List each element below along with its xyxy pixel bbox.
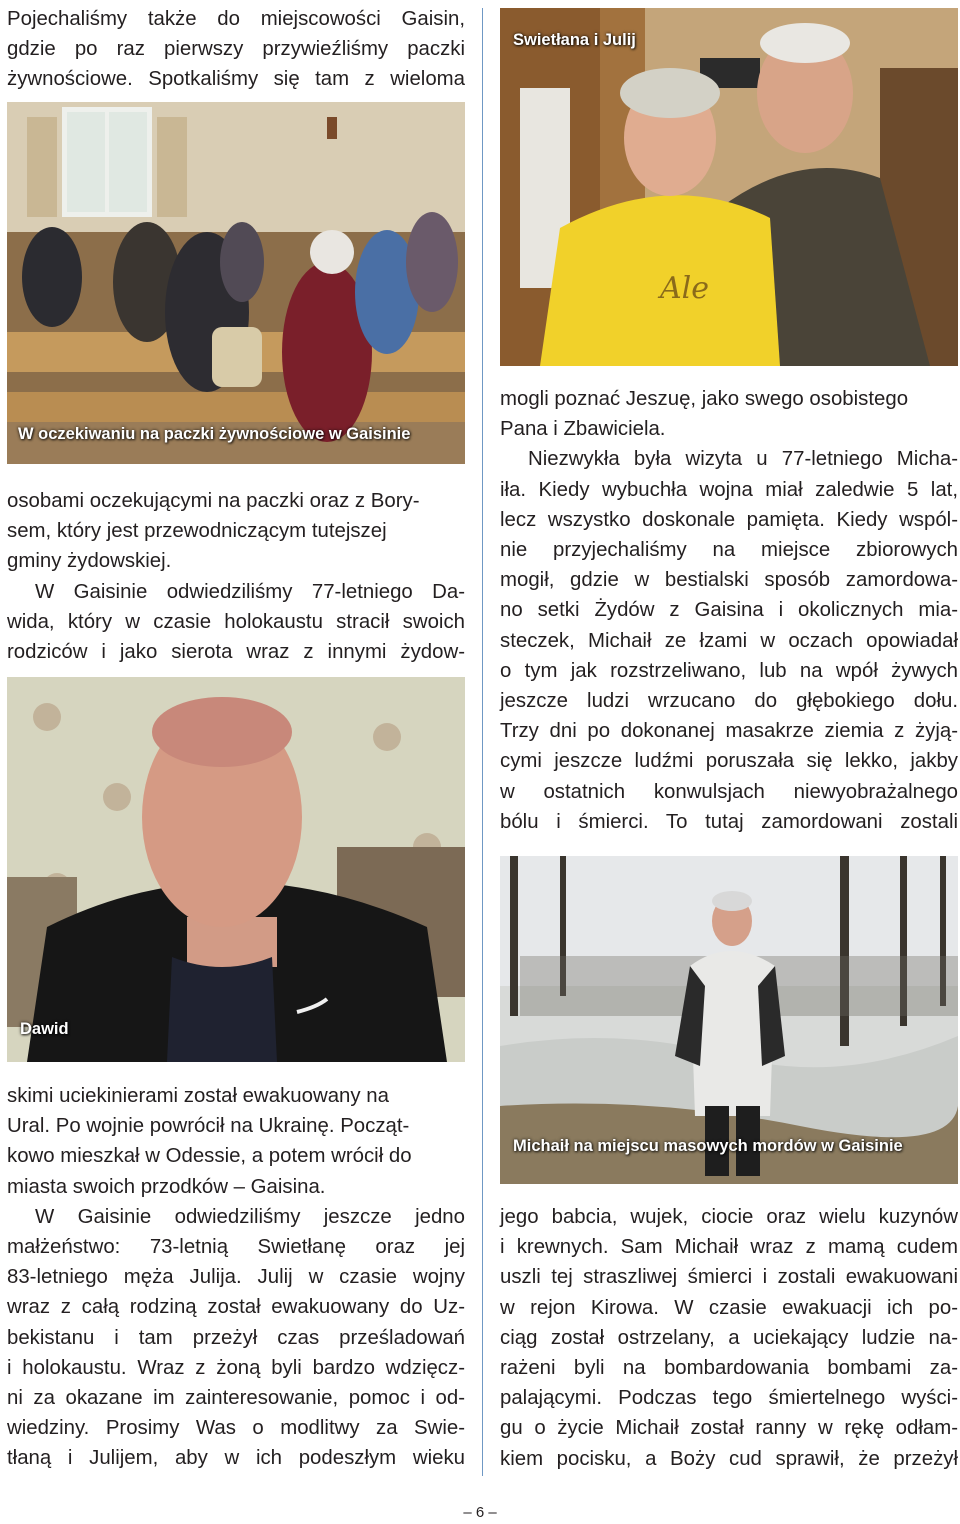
photo-couple-image (500, 8, 958, 366)
text-line: w ostatnich konwulsjach niewyobrażalnego (500, 780, 958, 803)
text-line: Niezwykła była wizyta u 77-letniego Micha- (528, 448, 958, 471)
paragraph-couple (7, 1202, 465, 1474)
text-line: lecz wszystko doskonale pamięta. Kiedy wspól- (500, 508, 958, 531)
text-line: rodziców i jako sierota wraz z innymi żydow- (7, 641, 465, 664)
text-line: jego babcia, wujek, ciocie oraz wielu kuzynów (500, 1206, 958, 1228)
text-line: kiem pocisku, a Boży cud sprawił, że przeżył (500, 1447, 958, 1470)
photo-michail (500, 856, 958, 1184)
text-line: Trzy dni po dokonanej masakrze ziemia z żyją- (500, 720, 958, 743)
text-line: i holokaustu. Wraz z żoną byli bardzo wdzięcz- (7, 1356, 465, 1379)
text-line: bólu i śmierci. To tutaj zamordowani zostali (500, 810, 958, 833)
text-line: osobami oczekującymi na paczki oraz z Bory- (7, 490, 420, 512)
text-line: uszli tej straszliwej śmierci i zostali ewakuowani (500, 1266, 958, 1289)
left-text-bottom (7, 1081, 465, 1474)
column-divider (482, 8, 483, 1476)
text-line: no setki Żydów z Gaisina i okolicznych mia- (500, 599, 958, 622)
text-line: rażeni byli na bombardowania bombami za- (500, 1357, 958, 1380)
paragraph-borys (7, 486, 465, 577)
text-line: cymi jeszcze ludźmi poruszała się lekko, jakby (500, 750, 958, 773)
text-line: mogił, gdzie w bestialski sposób zamordowa- (500, 569, 958, 592)
photo-couple (500, 8, 958, 366)
text-line: bekistanu i tam przeżył czas prześladowań (7, 1326, 465, 1349)
photo-dawid-image (7, 677, 465, 1062)
text-line: żywnościowe. Spotkaliśmy się tam z wieloma (7, 68, 465, 91)
photo-waiting-room-image (7, 102, 465, 464)
text-line: gu o życie Michaił został ranny w rękę odłam- (500, 1417, 958, 1440)
paragraph-jeszua (500, 384, 958, 444)
paragraph-dawid-continued (7, 1081, 465, 1202)
text-line: ciąg został ostrzelany, a uciekający ludzie na- (500, 1326, 958, 1349)
caption-michail: Michaił na miejscu masowych mordów w Gaisinie (513, 1137, 903, 1155)
text-line: steczek, Michaił ze łzami w oczach opowiadał (500, 629, 958, 652)
svg-text:Ale: Ale (660, 271, 710, 306)
caption-couple: Swietłana i Julij (513, 31, 636, 49)
caption-waiting: W oczekiwaniu na paczki żywnościowe w Gaisinie (18, 425, 411, 443)
text-line: 83-letniego męża Julija. Julij w czasie wojny (7, 1266, 465, 1289)
text-line: skimi uciekinierami został ewakuowany na (7, 1085, 389, 1107)
left-text-mid (7, 486, 465, 667)
text-line: tłaną i Julijem, aby w ich podeszłym wieku (7, 1447, 465, 1470)
text-line: palającymi. Podczas tego śmiertelnego wyści- (500, 1387, 958, 1410)
text-line: iła. Kiedy wybuchła wojna miał zaledwie 5 lat, (500, 478, 958, 501)
text-line: W Gaisinie odwiedziliśmy jeszcze jedno (35, 1205, 465, 1228)
page-number: – 6 – (463, 1504, 497, 1521)
text-line: mogli poznać Jeszuę, jako swego osobistego (500, 388, 909, 410)
text-line: małżeństwo: 73-letnią Swietłanę oraz jej (7, 1236, 465, 1259)
text-line: nie przyjechaliśmy na miejsce zbiorowych (500, 539, 958, 562)
text-line: W Gaisinie odwiedziliśmy 77-letniego Da- (35, 580, 465, 603)
text-line: sem, który jest przewodniczącym tutejszej (7, 520, 387, 543)
right-text-mid (500, 384, 958, 837)
paragraph-michail-continued (500, 1202, 958, 1474)
paragraph-michail (500, 444, 958, 837)
text-line: Ural. Po wojnie powrócił na Ukrainę. Począt- (7, 1115, 410, 1138)
text-line: Pana i Zbawiciela. (500, 418, 666, 441)
text-line: miasta swoich przodków – Gaisina. (7, 1175, 326, 1198)
caption-dawid: Dawid (20, 1020, 69, 1038)
text-line: w rejon Kirowa. W czasie ewakuacji ich po- (500, 1296, 958, 1319)
paragraph-dawid (7, 577, 465, 668)
right-text-bottom (500, 1202, 958, 1474)
text-line: wraz z całą rodziną został ewakuowany do Uz- (7, 1296, 465, 1319)
photo-michail-image (500, 856, 958, 1184)
text-line: kowo mieszkał w Odessie, a potem wrócił do (7, 1145, 412, 1168)
text-line: gminy żydowskiej. (7, 550, 172, 573)
photo-waiting-room (7, 102, 465, 464)
text-line: wiedziny. Prosimy Was o modlitwy za Swie- (7, 1417, 465, 1440)
text-line: ni za okazane im zainteresowanie, pomoc i od- (7, 1387, 465, 1410)
text-line: Pojechaliśmy także do miejscowości Gaisin, (7, 8, 465, 30)
text-line: jeszcze ludzi wrzucano do głębokiego dołu. (500, 690, 958, 713)
text-line: gdzie po raz pierwszy przywieźliśmy paczki (7, 38, 465, 61)
paragraph-intro (7, 4, 465, 95)
left-text-top (7, 4, 465, 95)
text-line: wida, który w czasie holokaustu stracił swoich (7, 610, 465, 633)
text-line: o tym jak rozstrzeliwano, lub na wpół żywych (500, 659, 958, 682)
photo-dawid (7, 677, 465, 1062)
text-line: i krewnych. Sam Michaił wraz z mamą cudem (500, 1236, 958, 1259)
